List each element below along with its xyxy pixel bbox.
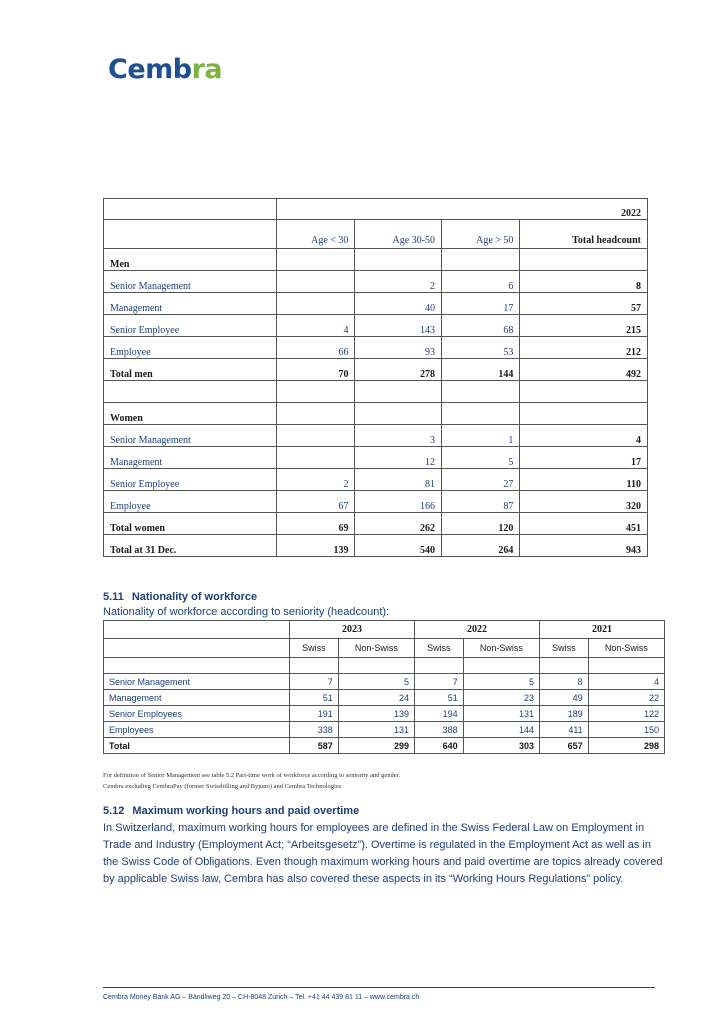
table-cell: [277, 403, 355, 425]
table-row: [104, 403, 648, 425]
section-heading-511: 5.11 Nationality of workforce: [103, 591, 258, 603]
table-cell: 540: [355, 535, 442, 557]
col-header: Total headcount: [520, 220, 648, 249]
table-cell: 191: [290, 706, 339, 722]
table-cell: [277, 381, 355, 403]
table-row: [104, 658, 665, 674]
row-label: Management: [104, 447, 277, 469]
table-cell: [355, 249, 442, 271]
table-cell: 143: [355, 315, 442, 337]
table-row: [104, 315, 648, 337]
table-cell: 338: [290, 722, 339, 738]
table-row: [104, 337, 648, 359]
row-label: Total at 31 Dec.: [104, 535, 277, 557]
table-cell: [463, 658, 539, 674]
table-cell: 388: [414, 722, 463, 738]
total-row: [104, 738, 665, 754]
table-cell: Swiss: [290, 639, 339, 658]
table-cell: Non-Swiss: [588, 639, 664, 658]
row-label: [104, 199, 277, 220]
table-cell: 299: [338, 738, 414, 754]
table-cell: 303: [463, 738, 539, 754]
table-cell: 139: [277, 535, 355, 557]
row-label: Senior Management: [104, 674, 290, 690]
table-cell: 131: [463, 706, 539, 722]
table-cell: 12: [355, 447, 442, 469]
table-cell: 4: [520, 425, 648, 447]
section-subtitle: Nationality of workforce according to seniority (headcount):: [103, 606, 390, 618]
row-label: Employees: [104, 722, 290, 738]
table-cell: 22: [588, 690, 664, 706]
table-cell: 4: [277, 315, 355, 337]
footnote: For definition of Senior Management see table 5.2 Part-time work of workforce according to seniority and gender.: [103, 772, 401, 779]
table-cell: 8: [520, 271, 648, 293]
table-cell: 144: [463, 722, 539, 738]
row-label: Senior Management: [104, 425, 277, 447]
table-cell: 298: [588, 738, 664, 754]
body-paragraph: In Switzerland, maximum working hours for employees are defined in the Swiss Federal Law on Employment in Trade and Industry (Employment Act; “Arbeitsgesetz”). Overtime is regulated in the Employment Act as well as in the Swiss Code of Obligations. Even though maximum working hours and paid overtime are topics already covered by applicable Swiss law, Cembra has also covered these aspects in its “Working Hours Regulations” policy.: [103, 822, 663, 885]
table-row: [104, 706, 665, 722]
table-cell: [539, 658, 588, 674]
row-label: Employee: [104, 491, 277, 513]
table-row: [104, 722, 665, 738]
section-label: Women: [104, 403, 277, 425]
year-header: 2023: [290, 621, 415, 639]
row-label: Senior Employees: [104, 706, 290, 722]
table-cell: 189: [539, 706, 588, 722]
table-row: [104, 491, 648, 513]
row-label: Employee: [104, 337, 277, 359]
table-cell: [290, 658, 339, 674]
table-cell: 6: [441, 271, 519, 293]
table-cell: 1: [441, 425, 519, 447]
table-cell: [355, 381, 442, 403]
table-cell: 81: [355, 469, 442, 491]
table-row: [104, 249, 648, 271]
table-cell: 24: [338, 690, 414, 706]
table-cell: 150: [588, 722, 664, 738]
table-cell: 67: [277, 491, 355, 513]
table-cell: 278: [355, 359, 442, 381]
table-cell: [520, 403, 648, 425]
year-header: 2021: [539, 621, 664, 639]
table-cell: [441, 403, 519, 425]
table-cell: 2: [277, 469, 355, 491]
table-cell: 194: [414, 706, 463, 722]
table-cell: [520, 249, 648, 271]
table-cell: 87: [441, 491, 519, 513]
table-row: [104, 621, 665, 639]
age-headcount-table: [103, 198, 648, 557]
table-cell: [441, 249, 519, 271]
table-cell: [338, 658, 414, 674]
table-cell: 51: [290, 690, 339, 706]
page-footer: Cembra Money Bank AG – Bändliweg 20 – CH-8048 Zurich – Tel. +41 44 439 81 11 – www.cembra.ch: [103, 994, 420, 1001]
row-label: Total men: [104, 359, 277, 381]
table-cell: 57: [520, 293, 648, 315]
table-cell: 215: [520, 315, 648, 337]
row-label: Total: [104, 738, 290, 754]
table-cell: 53: [441, 337, 519, 359]
table-row: [104, 199, 648, 220]
table-cell: 8: [539, 674, 588, 690]
cembra-logo: Cembra: [108, 54, 223, 85]
table-cell: 69: [277, 513, 355, 535]
table-cell: 587: [290, 738, 339, 754]
table-cell: 411: [539, 722, 588, 738]
table-cell: 451: [520, 513, 648, 535]
table-cell: 93: [355, 337, 442, 359]
table-cell: 70: [277, 359, 355, 381]
row-label: [104, 381, 277, 403]
total-row: [104, 513, 648, 535]
nationality-table: [103, 620, 665, 754]
table-cell: 264: [441, 535, 519, 557]
table-cell: 640: [414, 738, 463, 754]
footnote: Cembra excluding CembraPay (former Swissbilling and Byjuno) and Cembra Technologies: [103, 783, 342, 790]
table-row: [104, 220, 648, 249]
table-cell: 27: [441, 469, 519, 491]
total-row: [104, 359, 648, 381]
table-cell: [277, 425, 355, 447]
table-cell: [414, 658, 463, 674]
table-cell: 110: [520, 469, 648, 491]
row-label: Total women: [104, 513, 277, 535]
col-header: Age > 50: [441, 220, 519, 249]
table-cell: [355, 403, 442, 425]
table-row: [104, 690, 665, 706]
row-label: [104, 639, 290, 658]
table-cell: 122: [588, 706, 664, 722]
table-cell: [277, 271, 355, 293]
table-cell: 320: [520, 491, 648, 513]
section-heading-512: 5.12 Maximum working hours and paid overtime: [103, 805, 360, 817]
table-cell: 5: [338, 674, 414, 690]
table-cell: 66: [277, 337, 355, 359]
table-cell: Swiss: [414, 639, 463, 658]
table-cell: [441, 381, 519, 403]
footer-divider: [103, 987, 655, 988]
table-cell: 943: [520, 535, 648, 557]
table-row: [104, 447, 648, 469]
table-row: [104, 425, 648, 447]
table-cell: 120: [441, 513, 519, 535]
table-cell: 144: [441, 359, 519, 381]
table-cell: 212: [520, 337, 648, 359]
table-cell: 131: [338, 722, 414, 738]
table-cell: 51: [414, 690, 463, 706]
total-row: [104, 535, 648, 557]
table-cell: Non-Swiss: [463, 639, 539, 658]
table-cell: 17: [441, 293, 519, 315]
table-cell: 40: [355, 293, 442, 315]
table-cell: 7: [414, 674, 463, 690]
table-row: [104, 381, 648, 403]
table-cell: 17: [520, 447, 648, 469]
table-cell: 166: [355, 491, 442, 513]
table-cell: [277, 293, 355, 315]
row-label: Management: [104, 293, 277, 315]
table-cell: 262: [355, 513, 442, 535]
table-cell: Swiss: [539, 639, 588, 658]
table-row: [104, 293, 648, 315]
table-row: [104, 639, 665, 658]
table-cell: 657: [539, 738, 588, 754]
table-cell: [277, 447, 355, 469]
year-header: 2022: [277, 199, 648, 220]
section-label: Men: [104, 249, 277, 271]
table-cell: [277, 249, 355, 271]
table-cell: [520, 381, 648, 403]
year-header: 2022: [414, 621, 539, 639]
table-row: [104, 469, 648, 491]
table-cell: Non-Swiss: [338, 639, 414, 658]
row-label: Management: [104, 690, 290, 706]
row-label: Senior Employee: [104, 469, 277, 491]
table-cell: 2: [355, 271, 442, 293]
table-cell: 3: [355, 425, 442, 447]
table-row: [104, 271, 648, 293]
table-cell: 492: [520, 359, 648, 381]
table-cell: 49: [539, 690, 588, 706]
table-cell: 5: [463, 674, 539, 690]
row-label: [104, 658, 290, 674]
table-cell: 68: [441, 315, 519, 337]
row-label: [104, 621, 290, 639]
table-cell: [588, 658, 664, 674]
col-header: Age 30-50: [355, 220, 442, 249]
col-header: Age < 30: [277, 220, 355, 249]
table-row: [104, 674, 665, 690]
table-cell: 23: [463, 690, 539, 706]
table-cell: 139: [338, 706, 414, 722]
row-label: [104, 220, 277, 249]
table-cell: 4: [588, 674, 664, 690]
table-cell: 7: [290, 674, 339, 690]
table-cell: 5: [441, 447, 519, 469]
row-label: Senior Management: [104, 271, 277, 293]
row-label: Senior Employee: [104, 315, 277, 337]
